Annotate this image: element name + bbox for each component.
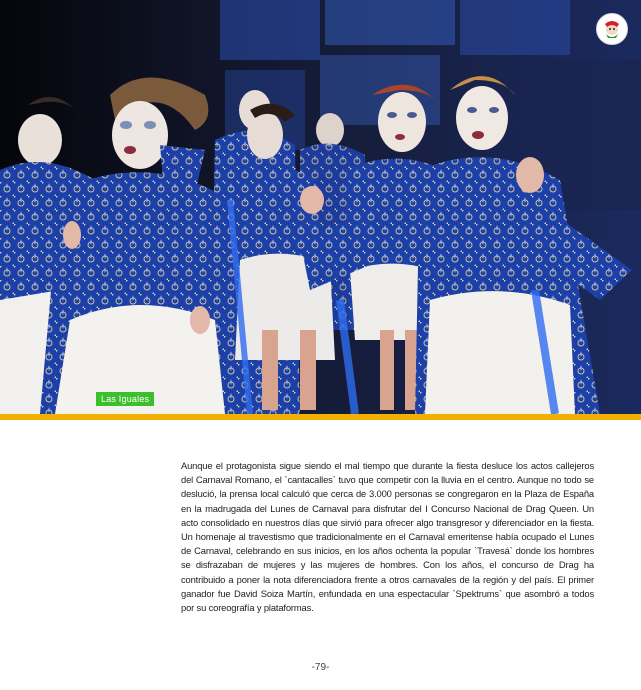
article-body: Aunque el protagonista sigue siendo el mal tiempo que durante la fiesta desluce los actos callejeros del Carnaval Romano, el `cantacalles` tuvo que competir con la lluvia en el centro. Aunque no todo se deslució, la prensa local calculó que cerca de 3.000 personas se congregaron en la Plaza de España en la madrugada del Lunes de Carnaval para disfrutar del I Concurso Nacional de Drag Queen. Un acto consolidado en nuestros días que sirvió para ofrecer algo transgresor y diferenciador en la fiesta. Un homenaje al travestismo que tradicionalmente en el Carnaval emeritense había ocupado el Lunes de Carnaval, celebrando en sus inicios, en los años ochenta la popular `Travesá` donde los hombres se disfrazaban de mujeres y las mujeres de hombres. Con los años, el concurso de Drag ha contribuido a poner la nota diferenciadora frente a otros carnavales de la región y del país. El primer ganador fue David Soiza Martín, enfundada en una espectacular `Spektrums` que asombró a todos por su coreografía y plataformas.	[181, 460, 594, 614]
carnival-mask-logo-icon	[596, 13, 628, 45]
accent-divider	[0, 414, 641, 420]
photo-caption: Las Iguales	[96, 392, 154, 406]
page-number: -79-	[311, 662, 330, 673]
